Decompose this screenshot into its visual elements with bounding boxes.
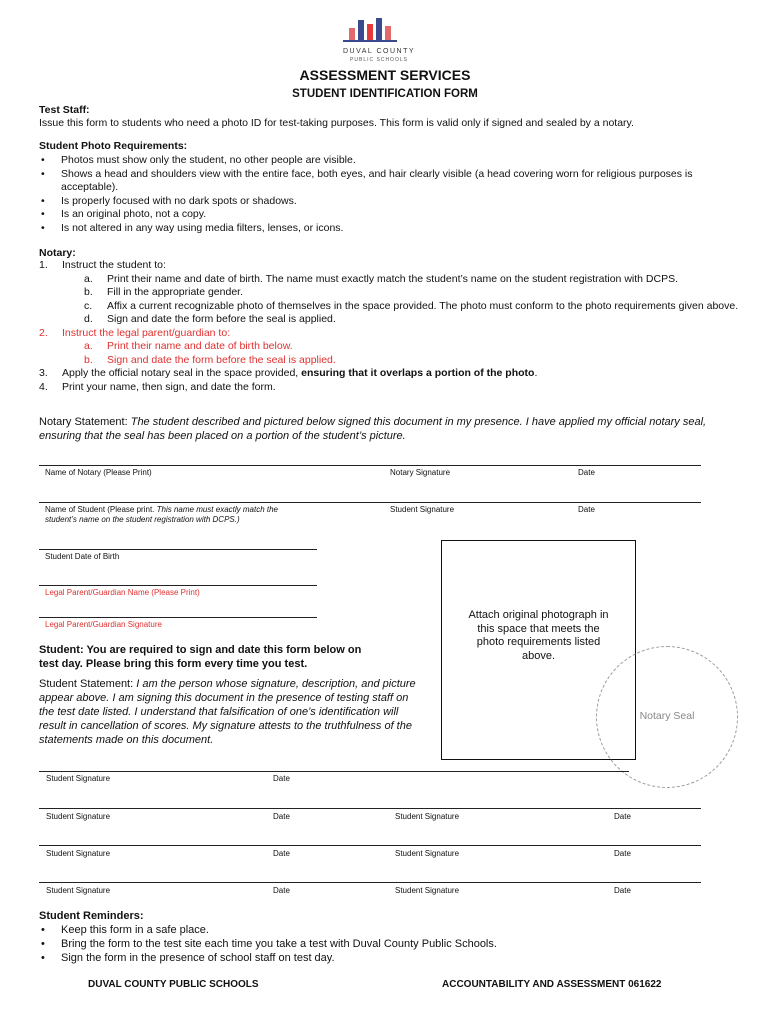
date-label: Date (614, 849, 631, 858)
guardian-signature-line[interactable] (39, 617, 317, 618)
page-subtitle: STUDENT IDENTIFICATION FORM (292, 88, 478, 100)
footer-right: ACCOUNTABILITY AND ASSESSMENT 061622 (442, 979, 662, 990)
date-label: Date (614, 886, 631, 895)
notary-step-2a: Print their name and date of birth below. (107, 340, 293, 352)
student-dob-label: Student Date of Birth (45, 552, 120, 561)
list-item: • Keep this form in a safe place. (39, 923, 699, 937)
reminders-heading: Student Reminders: (39, 910, 144, 922)
student-sign-line-4[interactable] (39, 882, 701, 883)
notary-step-1d: Sign and date the form before the seal is applied. (107, 313, 336, 325)
notary-step-1b: Fill in the appropriate gender. (107, 286, 244, 298)
student-sign-line-1[interactable] (39, 771, 629, 772)
guardian-name-label: Legal Parent/Guardian Name (Please Print) (45, 588, 200, 597)
notary-heading: Notary: (39, 247, 76, 259)
test-staff-heading: Test Staff: (39, 104, 90, 116)
test-staff-text: Issue this form to students who need a photo ID for test-taking purposes. This form is valid only if signed and sealed by a notary. (39, 117, 634, 129)
date-label: Date (273, 812, 290, 821)
notary-step-3: Apply the official notary seal in the space provided, ensuring that it overlaps a portion of the photo. (62, 367, 538, 379)
student-signature-label: Student Signature (46, 886, 111, 895)
list-item: • Photos must show only the student, no other people are visible. (39, 154, 699, 168)
list-item: • Bring the form to the test site each time you take a test with Duval County Public Schools. (39, 937, 699, 951)
notary-step-1: Instruct the student to: (62, 259, 166, 271)
student-name-label: Name of Student (Please print. This name must exactly match the student’s name on the student registration with DCPS.) (45, 505, 279, 524)
list-item: • Sign the form in the presence of school staff on test day. (39, 951, 699, 965)
logo-name: DUVAL COUNTY (342, 48, 416, 55)
student-signature-label: Student Signature (46, 774, 111, 783)
date-label: Date (273, 849, 290, 858)
student-sign-line-2[interactable] (39, 808, 701, 809)
notary-step-1a: Print their name and date of birth. The name must exactly match the student’s name on the student registration with DCPS. (107, 272, 678, 285)
student-signature-label: Student Signature (395, 849, 460, 858)
required-notice: Student: You are required to sign and date this form below on test day. Please bring this form every time you test. (39, 644, 362, 670)
notary-date-label: Date (578, 468, 595, 477)
date-label: Date (614, 812, 631, 821)
student-signature-label: Student Signature (395, 886, 460, 895)
student-dob-line[interactable] (39, 549, 317, 550)
notary-step-4: Print your name, then sign, and date the form. (62, 380, 276, 393)
notary-step-2b: Sign and date the form before the seal is applied. (107, 353, 336, 366)
student-signature-label: Student Signature (390, 505, 455, 514)
date-label: Date (273, 774, 290, 783)
photo-requirements-list (39, 154, 699, 235)
notary-steps: 1. Instruct the student to: a. Print their name and date of birth. The name must exactly match the student’s name on the student registration with DCPS. b. Fill in the appropriate gender. c. Affix a current recognizable photo of themselves in the space provided. The photo must conform to the photo requirements given above. d. Sign and date the form before the seal is applied. 2. Instruct the legal parent/guardian to: a. Print their name and date of birth below. b. Sign and date the form before the seal is applied. 3. Apply the official notary seal in the space provided, ensuring that it overlaps a portion of the photo. 4. Print your name, then sign, and date the form. (39, 259, 739, 393)
guardian-name-line[interactable] (39, 585, 317, 586)
photo-box-text: Attach original photograph in this space that meets the photo requirements listed above. (468, 609, 609, 662)
list-item: • Is properly focused with no dark spots or shadows. (39, 195, 699, 209)
student-name-line[interactable] (39, 502, 701, 503)
student-signature-label: Student Signature (395, 812, 460, 821)
page-title: ASSESSMENT SERVICES (299, 67, 471, 83)
student-date-label: Date (578, 505, 595, 514)
footer-left: DUVAL COUNTY PUBLIC SCHOOLS (88, 979, 259, 990)
reminders-list (39, 923, 699, 965)
notary-step-1c: Affix a current recognizable photo of themselves in the space provided. The photo must conform to the photo requirements given above. (107, 299, 739, 312)
list-item: • Shows a head and shoulders view with the entire face, both eyes, and hair clearly visible (a head covering worn for religious purposes is acceptable). (39, 168, 699, 195)
notary-step-2: Instruct the legal parent/guardian to: (62, 326, 231, 339)
notary-seal[interactable] (596, 646, 738, 788)
logo (325, 16, 445, 66)
notary-name-label: Name of Notary (Please Print) (45, 468, 152, 477)
notary-statement: Notary Statement: The student described and pictured below signed this document in my presence. I have applied my official notary seal, ensuring that the seal has been placed on a portion of the student’s picture. (39, 416, 707, 442)
notary-line[interactable] (39, 465, 701, 466)
photo-requirements-heading: Student Photo Requirements: (39, 140, 188, 152)
list-item: • Is not altered in any way using media filters, lenses, or icons. (39, 222, 699, 236)
student-signature-label: Student Signature (46, 849, 111, 858)
student-statement: Student Statement: I am the person whose signature, description, and picture appear above. I am signing this document in the presence of testing staff on the test date listed. I understand that falsification of one’s identification will result in cancellation of scores. My signature attests to the truthfulness of the statements made on this document. (39, 678, 416, 746)
date-label: Date (273, 886, 290, 895)
student-sign-line-3[interactable] (39, 845, 701, 846)
logo-sub: PUBLIC SCHOOLS (350, 57, 408, 63)
student-signature-label: Student Signature (46, 812, 111, 821)
guardian-signature-label: Legal Parent/Guardian Signature (45, 620, 162, 629)
notary-signature-label: Notary Signature (390, 468, 451, 477)
notary-seal-label: Notary Seal (639, 710, 695, 722)
logo-bars (349, 16, 409, 40)
list-item: • Is an original photo, not a copy. (39, 208, 699, 222)
